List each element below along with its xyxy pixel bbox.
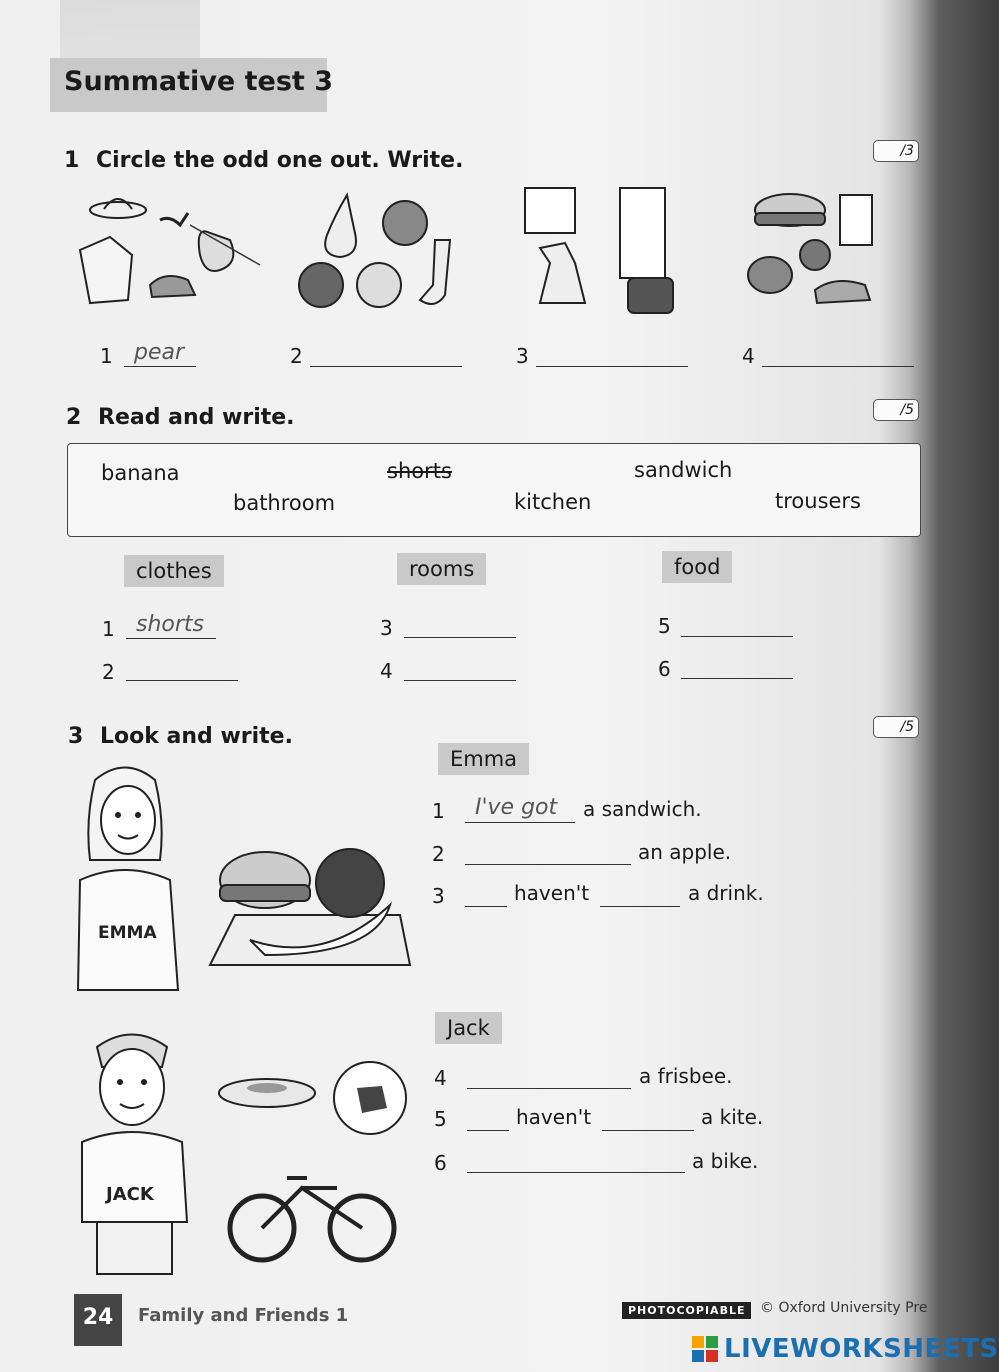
q2-item-4-number: 4 bbox=[380, 659, 393, 683]
liveworksheets-logo-icon bbox=[692, 1336, 720, 1364]
q2-item-3-number: 3 bbox=[380, 616, 393, 640]
q1-picture-group-3 bbox=[520, 183, 700, 318]
liveworksheets-watermark[interactable]: LIVEWORKSHEETS bbox=[724, 1334, 999, 1364]
q1-picture-group-2 bbox=[295, 185, 465, 315]
book-title: Family and Friends 1 bbox=[138, 1305, 349, 1326]
jack-line-5-blank-b[interactable] bbox=[602, 1130, 694, 1131]
q2-score: /5 bbox=[873, 399, 919, 421]
word-trousers: trousers bbox=[775, 489, 861, 513]
jack-line-5-text: a kite. bbox=[701, 1105, 764, 1129]
jack-line-6-blank[interactable] bbox=[467, 1172, 685, 1173]
q1-picture-group-1 bbox=[70, 185, 270, 315]
q2-number: 2 bbox=[66, 405, 82, 430]
q1-item-3-number: 3 bbox=[516, 344, 529, 368]
word-sandwich: sandwich bbox=[634, 458, 733, 482]
word-shorts: shorts bbox=[387, 459, 452, 483]
q1-item-4-line[interactable] bbox=[762, 366, 914, 367]
q1-item-2-number: 2 bbox=[290, 344, 303, 368]
emma-line-3-blank-a[interactable] bbox=[465, 906, 507, 907]
q1-number: 1 bbox=[64, 148, 80, 173]
q1-item-1-answer: pear bbox=[134, 340, 185, 365]
q2-item-4-line[interactable] bbox=[404, 680, 516, 681]
jack-line-4-number: 4 bbox=[434, 1066, 447, 1090]
jack-illustration bbox=[72, 1022, 197, 1277]
jack-name-label: Jack bbox=[435, 1012, 502, 1044]
emma-line-2-number: 2 bbox=[432, 842, 445, 866]
q1-item-3-line[interactable] bbox=[536, 366, 688, 367]
q3-score: /5 bbox=[873, 716, 919, 738]
emma-line-2-text: an apple. bbox=[638, 840, 732, 864]
word-kitchen: kitchen bbox=[514, 490, 592, 514]
q2-instruction: Read and write. bbox=[98, 405, 295, 430]
emma-line-1-blank[interactable] bbox=[465, 822, 575, 823]
emma-name-label: Emma bbox=[438, 743, 529, 775]
word-banana: banana bbox=[101, 461, 180, 485]
q1-item-2-line[interactable] bbox=[310, 366, 462, 367]
emma-line-1-text: a sandwich. bbox=[583, 797, 702, 821]
q1-item-1-number: 1 bbox=[100, 344, 113, 368]
q1-instruction: Circle the odd one out. Write. bbox=[96, 148, 464, 173]
q2-item-5-line[interactable] bbox=[681, 636, 793, 637]
q2-item-2-line[interactable] bbox=[126, 680, 238, 681]
emma-line-3-number: 3 bbox=[432, 884, 445, 908]
q2-item-5-number: 5 bbox=[658, 614, 671, 638]
q1-item-4-number: 4 bbox=[742, 344, 755, 368]
q1-picture-group-4 bbox=[745, 185, 915, 315]
emma-line-3-text: a drink. bbox=[688, 881, 764, 905]
copyright-text: © Oxford University Pre bbox=[760, 1300, 928, 1316]
q2-item-1-number: 1 bbox=[102, 617, 115, 641]
page-title: Summative test 3 bbox=[64, 66, 334, 97]
q2-item-1-answer: shorts bbox=[136, 612, 204, 637]
jack-line-4-blank[interactable] bbox=[467, 1088, 631, 1089]
q3-number: 3 bbox=[68, 724, 84, 749]
jack-line-4-text: a frisbee. bbox=[639, 1064, 733, 1088]
emma-shirt-text: EMMA bbox=[98, 923, 157, 943]
photocopiable-badge: PHOTOCOPIABLE bbox=[622, 1302, 751, 1319]
jack-line-6-text: a bike. bbox=[692, 1149, 759, 1173]
emma-illustration bbox=[70, 760, 180, 1005]
jack-line-5-blank-a[interactable] bbox=[467, 1130, 509, 1131]
word-bathroom: bathroom bbox=[233, 491, 336, 515]
emma-line-2-blank[interactable] bbox=[465, 864, 631, 865]
emma-line-1-number: 1 bbox=[432, 799, 445, 823]
q3-instruction: Look and write. bbox=[100, 724, 293, 749]
category-clothes: clothes bbox=[124, 555, 224, 587]
category-food: food bbox=[662, 551, 732, 583]
jack-shirt-text: JACK bbox=[106, 1184, 154, 1205]
q1-score: /3 bbox=[873, 140, 919, 162]
jack-line-5-mid: haven't bbox=[516, 1105, 592, 1129]
page-number: 24 bbox=[74, 1294, 122, 1346]
emma-line-3-blank-b[interactable] bbox=[600, 906, 680, 907]
q2-item-2-number: 2 bbox=[102, 660, 115, 684]
q2-item-6-number: 6 bbox=[658, 657, 671, 681]
q2-item-6-line[interactable] bbox=[681, 678, 793, 679]
category-rooms: rooms bbox=[397, 553, 486, 585]
emma-food-tray bbox=[205, 845, 415, 975]
emma-line-1-answer: I've got bbox=[475, 795, 558, 820]
jack-items bbox=[212, 1058, 412, 1278]
q2-item-3-line[interactable] bbox=[404, 637, 516, 638]
jack-line-6-number: 6 bbox=[434, 1151, 447, 1175]
jack-line-5-number: 5 bbox=[434, 1107, 447, 1131]
q1-item-1-line[interactable] bbox=[124, 366, 196, 367]
q2-item-1-line[interactable] bbox=[126, 638, 216, 639]
emma-line-3-mid: haven't bbox=[514, 881, 590, 905]
